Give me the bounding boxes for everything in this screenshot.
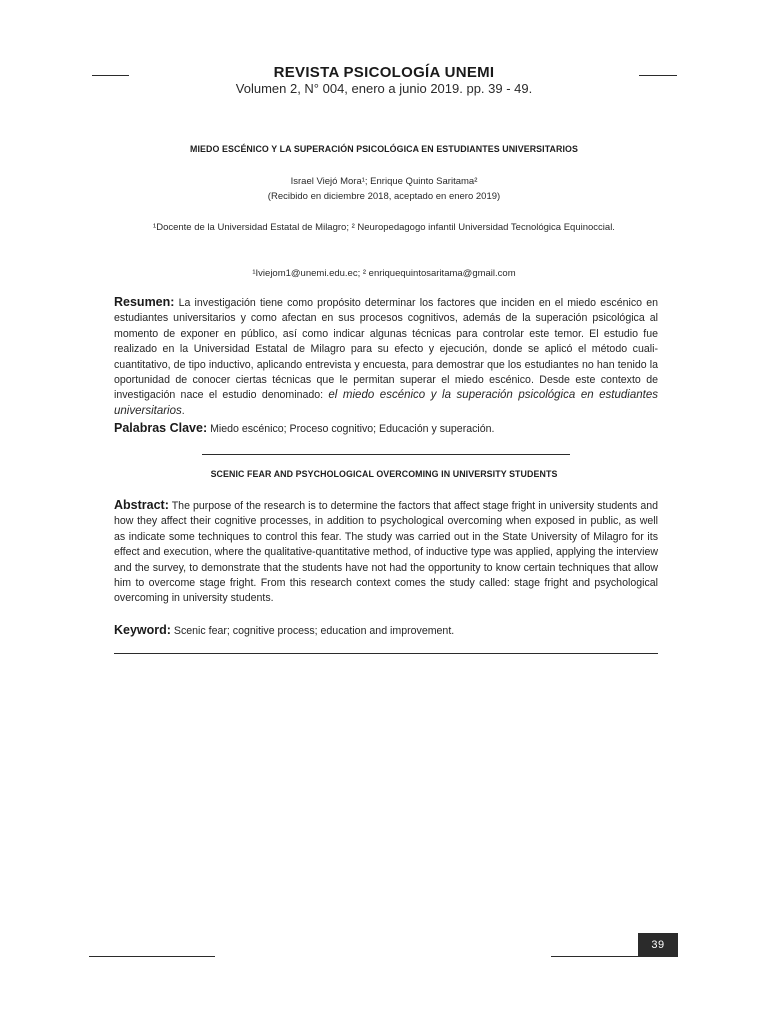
resumen-text: La investigación tiene como propósito determinar los factores que inciden en el miedo escénico en estudiantes universitarios y como afectan en sus procesos cognitivos, además de la superación psicológica al momento de exponer en público, así como indicar algunas técnicas para controlar este temor. El estudio fue realizado en la Universidad Estatal de Milagro para su efecto y ejecución, donde se aplicó el método cuali-cuantitativo, de tipo inductivo, aplicando entrevista y encuesta, para demostrar que los estudiantes no han tenido la oportunidad de conocer ciertas técnicas que le permitan superar el miedo escénico. Desde este contexto de investigación nace el estudio denominado: — [114, 297, 658, 402]
footer-rule-left — [89, 956, 215, 957]
footer-rule-right — [551, 956, 638, 957]
received-line: (Recibido en diciembre 2018, aceptado en enero 2019) — [267, 191, 501, 202]
palabras-clave-line — [114, 421, 658, 435]
affiliations-line: ¹Docente de la Universidad Estatal de Milagro; ² Neuropedagogo infantil Universidad Tecnológica Equinoccial. — [153, 222, 615, 233]
authors-line: Israel Viejó Mora¹; Enrique Quinto Saritama² — [290, 176, 478, 187]
keyword-text: Scenic fear; cognitive process; education and improvement. — [173, 625, 455, 637]
resumen-end: . — [181, 404, 185, 417]
page-number: 39 — [638, 933, 678, 957]
section-divider — [202, 454, 570, 455]
english-title: SCENIC FEAR AND PSYCHOLOGICAL OVERCOMING IN UNIVERSITY STUDENTS — [210, 469, 558, 480]
abstract-bottom-rule — [114, 653, 658, 654]
resumen-study-title: el miedo escénico y la superación psicológica en estudiantes universitarios — [114, 389, 658, 417]
abstract-paragraph — [114, 498, 658, 607]
abstract-text: The purpose of the research is to determine the factors that affect stage fright in university students and how they affect their cognitive processes, in addition to psychological overcoming when exposed in public, as well as indicate some techniques to control this fear. The study was carried out in the State University of Milagro for its effect and execution, where the qualitative-quantitative method, of inductive type was applied, applying the interview and the survey, to demonstrate that the students have not had the opportunity to know certain techniques that allow him to overcome stage fright. From this research context comes the study called: stage fright and psychological overcoming in university students. — [114, 500, 658, 605]
resumen-label: Resumen: — [114, 295, 175, 309]
palabras-clave-text: Miedo escénico; Proceso cognitivo; Educación y superación. — [210, 423, 495, 435]
journal-volume-line: Volumen 2, N° 004, enero a junio 2019. pp. 39 - 49. — [235, 81, 533, 96]
article-title: MIEDO ESCÉNICO Y LA SUPERACIÓN PSICOLÓGICA EN ESTUDIANTES UNIVERSITARIOS — [190, 144, 578, 155]
emails-line: ¹Iviejom1@unemi.edu.ec; ² enriquequintosaritama@gmail.com — [252, 268, 516, 279]
abstract-label: Abstract: — [114, 498, 169, 512]
journal-title: REVISTA PSICOLOGÍA UNEMI — [273, 64, 495, 81]
keyword-line — [114, 623, 658, 637]
resumen-paragraph — [114, 295, 658, 419]
palabras-clave-label: Palabras Clave: — [114, 421, 208, 435]
keyword-label: Keyword: — [114, 623, 171, 637]
